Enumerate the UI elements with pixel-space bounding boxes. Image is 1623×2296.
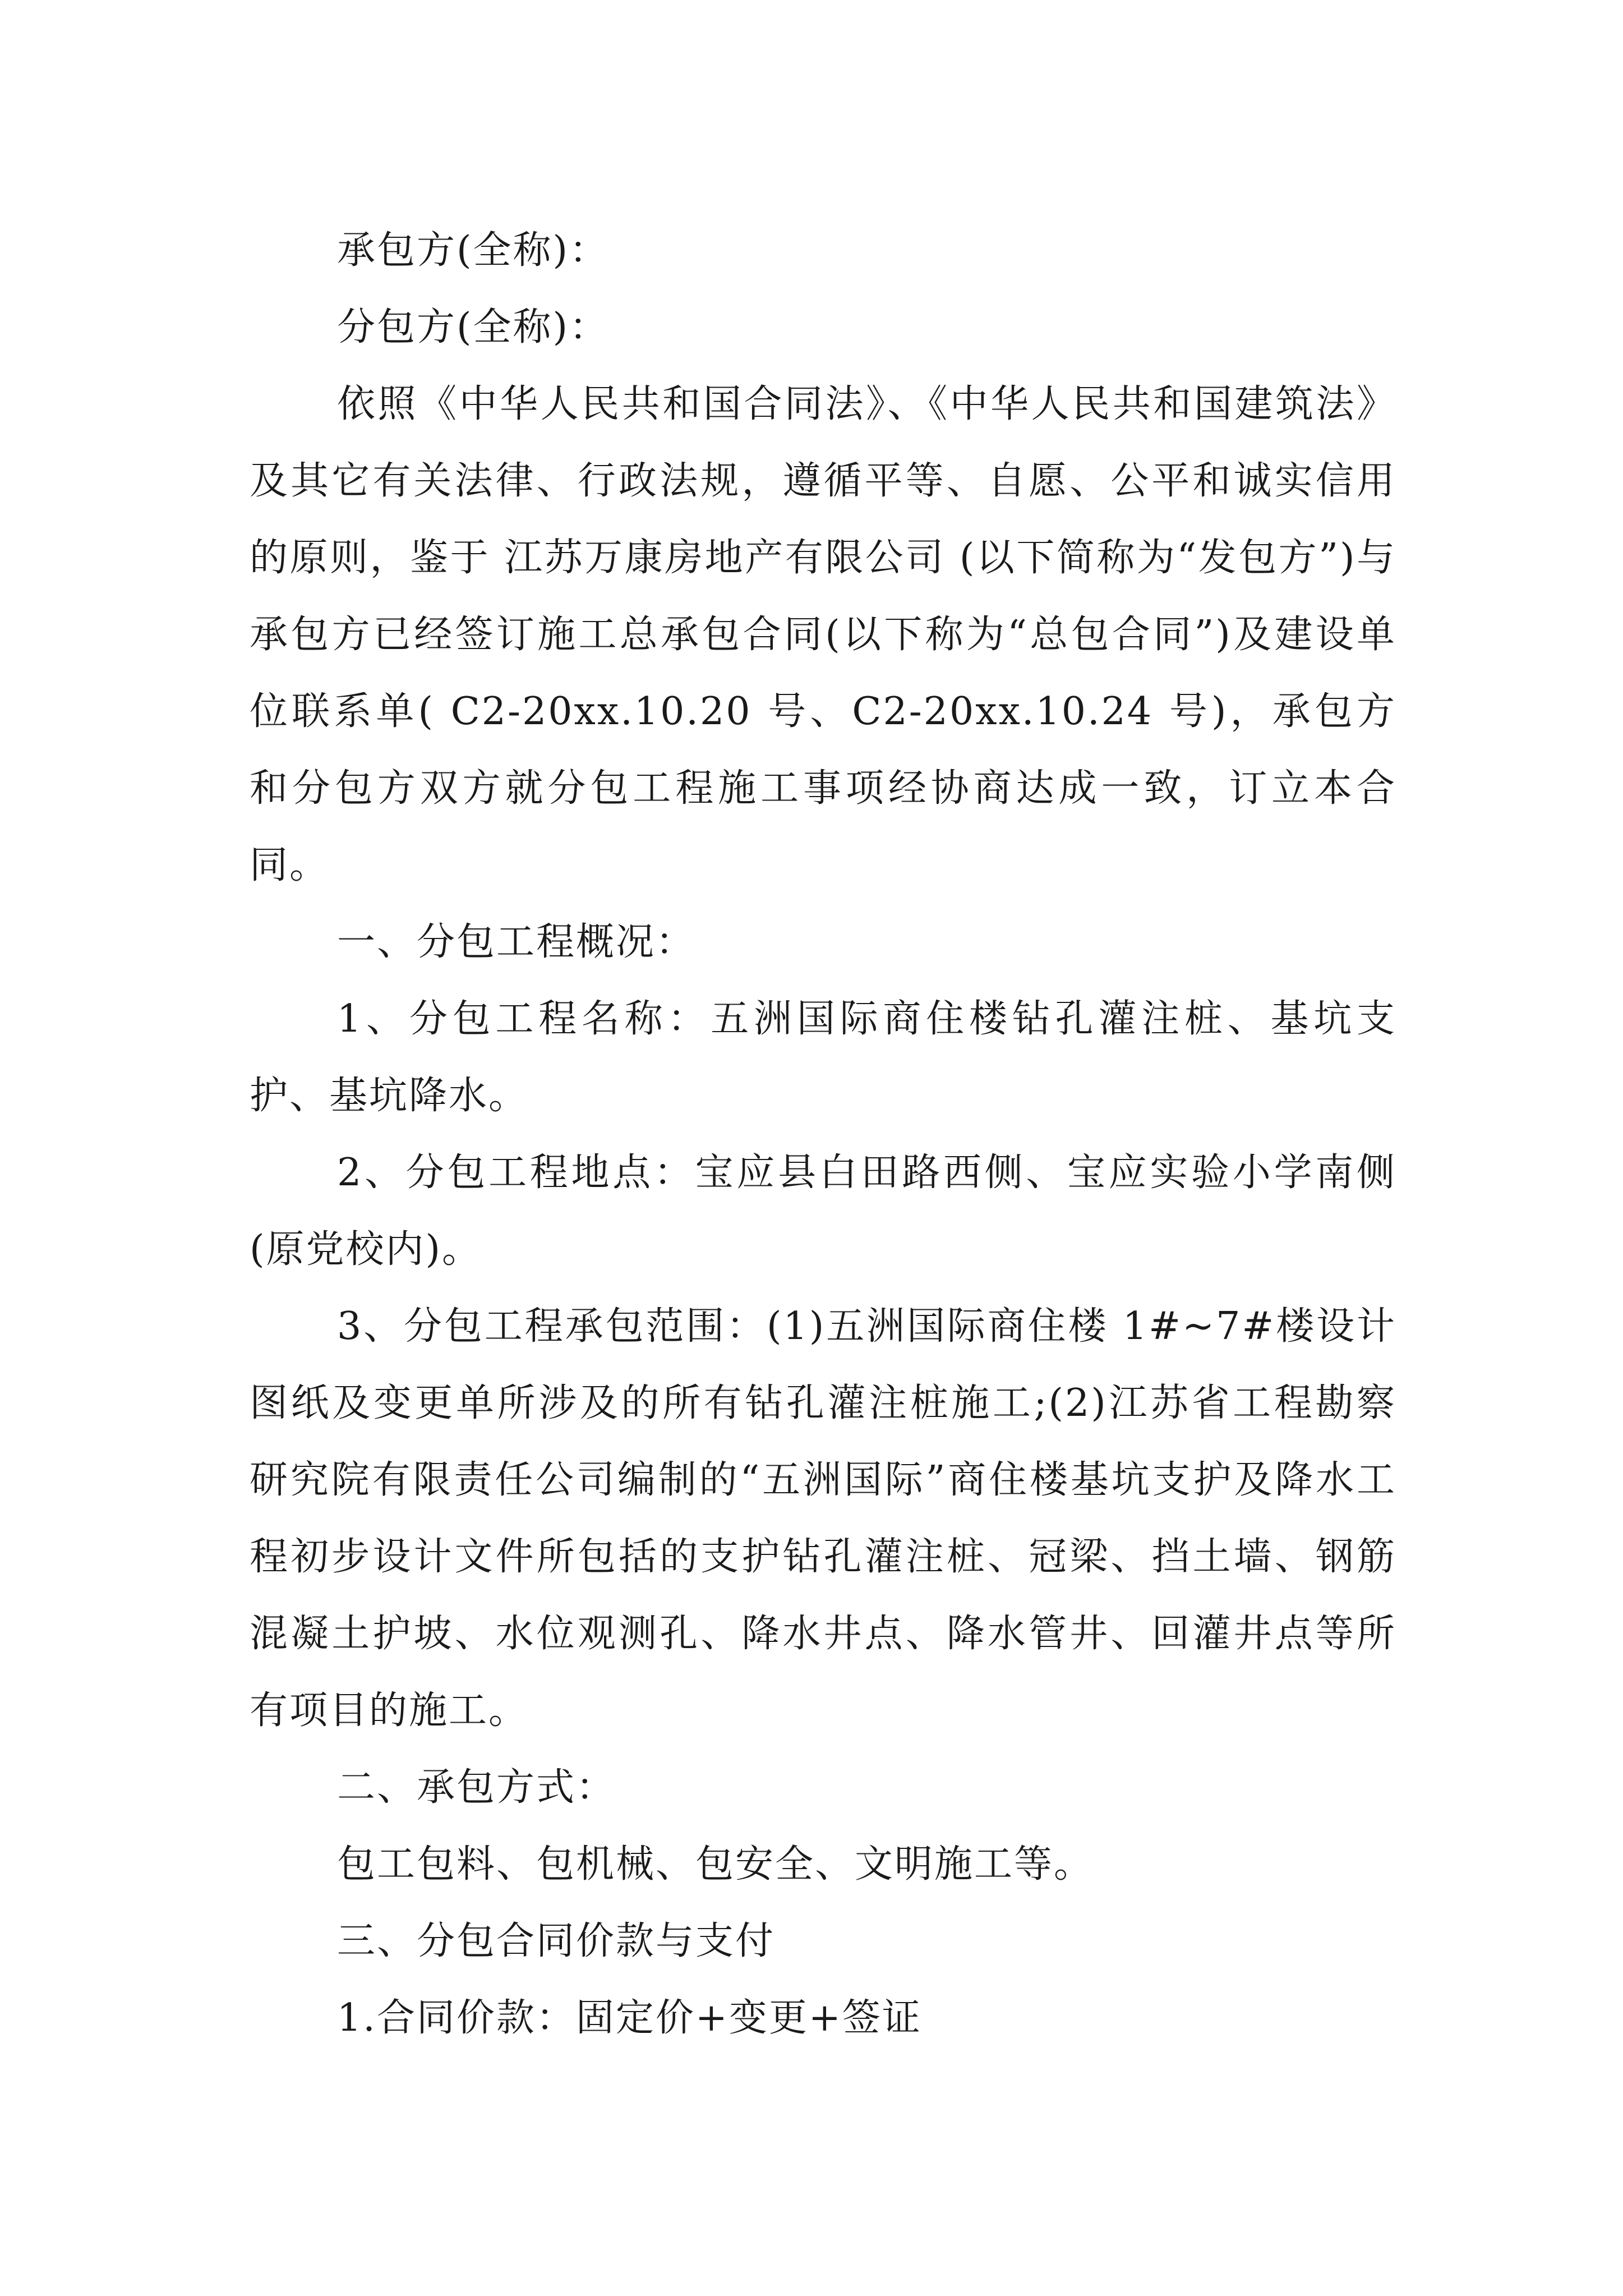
section-heading-overview: 一、分包工程概况： (337, 920, 696, 964)
section-heading-payment: 三、分包合同价款与支付 (337, 1919, 776, 1963)
subcontractor-line: 分包方(全称)： (337, 305, 610, 349)
preamble-paragraph: 依照《中华人民共和国合同法》、《中华人民共和国建筑法》及其它有关法律、行政法规，遵循平等、自愿、公平和诚实信用的原则，鉴于 江苏万康房地产有限公司 (以下简称为“发包方”)与承包方已经签订施工总承包合同(以下称为“总包合同”)及建设单位联系单( C2-20xx.10.20 号、C2-20xx.10.24 号)，承包方和分包方双方就分包工程施工事项经协商达成一致，订立本合同。 (250, 382, 1396, 887)
document-body (250, 212, 1396, 2056)
contract-price-item: 1.合同价款：固定价+变更+签证 (337, 1996, 922, 2040)
project-scope-item: 3、分包工程承包范围：(1)五洲国际商住楼 1#~7#楼设计图纸及变更单所涉及的所有钻孔灌注桩施工;(2)江苏省工程勘察研究院有限责任公司编制的“五洲国际”商住楼基坑支护及降水工程初步设计文件所包括的支护钻孔灌注桩、冠梁、挡土墙、钢筋混凝土护坡、水位观测孔、降水井点、降水管井、回灌井点等所有项目的施工。 (250, 1304, 1396, 1733)
project-location-item: 2、分包工程地点：宝应县白田路西侧、宝应实验小学南侧(原党校内)。 (250, 1151, 1396, 1272)
project-name-item: 1、分包工程名称：五洲国际商住楼钻孔灌注桩、基坑支护、基坑降水。 (250, 997, 1396, 1118)
contract-method-text: 包工包料、包机械、包安全、文明施工等。 (337, 1842, 1094, 1887)
section-heading-method: 二、承包方式： (337, 1765, 616, 1810)
contractor-line: 承包方(全称)： (337, 228, 610, 273)
